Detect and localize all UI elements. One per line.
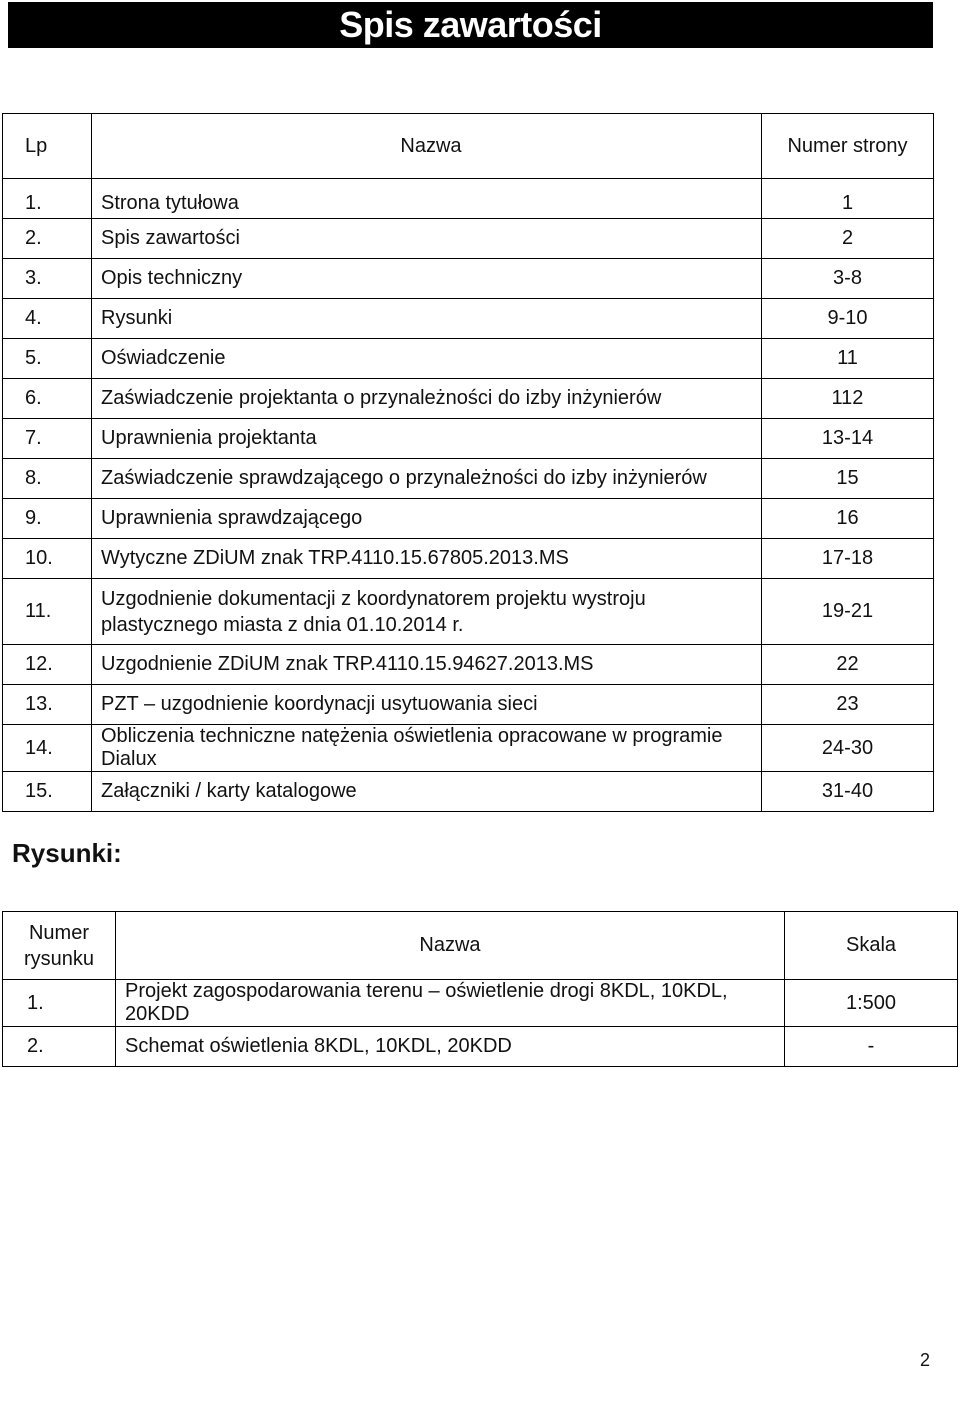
header-number: Numer rysunku xyxy=(3,912,116,980)
row-page: 23 xyxy=(762,685,934,725)
header-name: Nazwa xyxy=(116,912,785,980)
table-row xyxy=(3,419,934,459)
row-page: 112 xyxy=(762,379,934,419)
table-row xyxy=(3,379,934,419)
row-name: Opis techniczny xyxy=(92,259,762,299)
table-row xyxy=(3,1027,958,1067)
table-row xyxy=(3,339,934,379)
row-name: Projekt zagospodarowania terenu – oświetlenie drogi 8KDL, 10KDL, 20KDD xyxy=(116,980,785,1027)
row-name: PZT – uzgodnienie koordynacji usytuowania sieci xyxy=(92,685,762,725)
row-page: 16 xyxy=(762,499,934,539)
row-name: Rysunki xyxy=(92,299,762,339)
row-lp: 8. xyxy=(3,459,92,499)
row-page: 24-30 xyxy=(762,725,934,772)
row-lp: 11. xyxy=(3,579,92,645)
row-lp: 5. xyxy=(3,339,92,379)
row-page: 13-14 xyxy=(762,419,934,459)
row-page: 22 xyxy=(762,645,934,685)
row-name: Zaświadczenie projektanta o przynależności do izby inżynierów xyxy=(92,379,762,419)
drawings-heading: Rysunki: xyxy=(12,838,122,868)
table-row xyxy=(3,299,934,339)
header-lp: Lp xyxy=(3,114,92,179)
row-name: Spis zawartości xyxy=(92,219,762,259)
row-page: 15 xyxy=(762,459,934,499)
row-name: Zaświadczenie sprawdzającego o przynależności do izby inżynierów xyxy=(92,459,762,499)
row-lp: 12. xyxy=(3,645,92,685)
header-scale: Skala xyxy=(785,912,958,980)
drawings-body xyxy=(3,980,958,1067)
row-lp: 2. xyxy=(3,219,92,259)
table-row xyxy=(3,459,934,499)
row-page: 31-40 xyxy=(762,772,934,812)
table-header-row xyxy=(3,912,958,980)
row-page: 2 xyxy=(762,219,934,259)
table-row xyxy=(3,645,934,685)
row-scale: - xyxy=(785,1027,958,1067)
row-lp: 14. xyxy=(3,725,92,772)
table-row xyxy=(3,179,934,219)
contents-body xyxy=(3,179,934,812)
table-row xyxy=(3,685,934,725)
row-lp: 15. xyxy=(3,772,92,812)
row-name: Uprawnienia sprawdzającego xyxy=(92,499,762,539)
row-name: Uprawnienia projektanta xyxy=(92,419,762,459)
row-page: 19-21 xyxy=(762,579,934,645)
row-lp: 6. xyxy=(3,379,92,419)
row-number: 1. xyxy=(3,980,116,1027)
row-name: Oświadczenie xyxy=(92,339,762,379)
page-number: 2 xyxy=(919,1350,930,1370)
row-name: Uzgodnienie ZDiUM znak TRP.4110.15.94627.2013.MS xyxy=(92,645,762,685)
row-name: Załączniki / karty katalogowe xyxy=(92,772,762,812)
table-row xyxy=(3,499,934,539)
drawings-table xyxy=(2,911,958,1067)
row-lp: 7. xyxy=(3,419,92,459)
contents-table xyxy=(2,113,934,812)
table-row xyxy=(3,772,934,812)
row-name: Obliczenia techniczne natężenia oświetlenia opracowane w programie Dialux xyxy=(92,725,762,772)
row-scale: 1:500 xyxy=(785,980,958,1027)
row-name: Schemat oświetlenia 8KDL, 10KDL, 20KDD xyxy=(116,1027,785,1067)
table-row xyxy=(3,980,958,1027)
table-row xyxy=(3,219,934,259)
row-page: 11 xyxy=(762,339,934,379)
table-row xyxy=(3,539,934,579)
row-lp: 1. xyxy=(3,179,92,219)
row-lp: 9. xyxy=(3,499,92,539)
header-name: Nazwa xyxy=(92,114,762,179)
row-lp: 4. xyxy=(3,299,92,339)
row-name: Uzgodnienie dokumentacji z koordynatorem projektu wystroju plastycznego miasta z dnia 01.10.2014 r. xyxy=(92,579,762,645)
row-lp: 10. xyxy=(3,539,92,579)
table-row xyxy=(3,725,934,772)
page-title: Spis zawartości xyxy=(8,2,933,48)
table-row xyxy=(3,259,934,299)
row-number: 2. xyxy=(3,1027,116,1067)
row-page: 1 xyxy=(762,179,934,219)
row-lp: 13. xyxy=(3,685,92,725)
row-page: 3-8 xyxy=(762,259,934,299)
header-page: Numer strony xyxy=(762,114,934,179)
table-header-row xyxy=(3,114,934,179)
row-page: 9-10 xyxy=(762,299,934,339)
row-name: Strona tytułowa xyxy=(92,179,762,219)
row-name: Wytyczne ZDiUM znak TRP.4110.15.67805.2013.MS xyxy=(92,539,762,579)
row-lp: 3. xyxy=(3,259,92,299)
table-row xyxy=(3,579,934,645)
row-page: 17-18 xyxy=(762,539,934,579)
